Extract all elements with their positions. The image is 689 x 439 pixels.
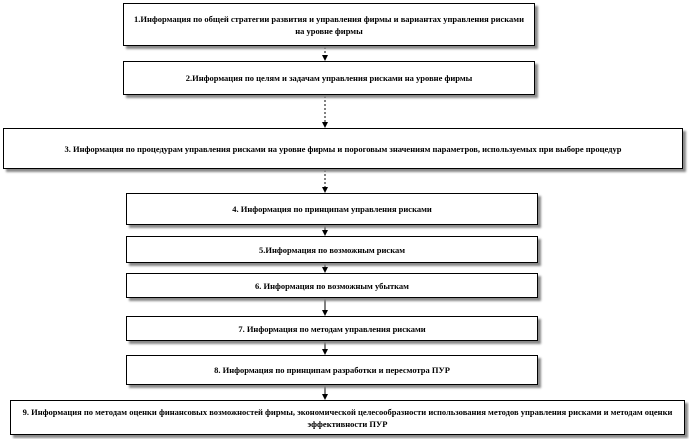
box-risks-info-text: 5.Информация по возможным рискам (259, 244, 405, 255)
box-risks-info (126, 236, 538, 263)
box-procedures-info-text: 3. Информация по процедурам управления рисками на уровне фирмы и пороговым значениям параметров, используемых при выборе процедур (64, 143, 622, 154)
box-pur-development-info-text: 8. Информация по принципам разработки и пересмотра ПУР (214, 365, 450, 375)
box-pur-development-info (126, 355, 538, 385)
box-losses-info-text: 6. Информация по возможным убыткам (255, 280, 409, 291)
box-principles-info (126, 193, 538, 225)
box-methods-info (126, 316, 538, 341)
box-evaluation-methods-info (10, 400, 685, 435)
box-strategy-info (123, 3, 535, 46)
box-methods-info-text: 7. Информация по методам управления рисками (238, 323, 426, 334)
box-strategy-info-text: 1.Информация по общей стратегии развития и управления фирмы и вариантах управления рисками на уровне фирмы (134, 13, 524, 36)
box-goals-info (123, 61, 535, 95)
box-procedures-info (3, 128, 683, 169)
box-losses-info (126, 273, 538, 298)
box-evaluation-methods-info-text: 9. Информация по методам оценки финансовых возможностей фирмы, экономической целесообразности использования методов управления рисками и методам оценки эффективности ПУР (22, 406, 673, 429)
box-goals-info-text: 2.Информация по целям и задачам управления рисками на уровне фирмы (185, 73, 473, 83)
box-principles-info-text: 4. Информация по принципам управления рисками (232, 204, 432, 214)
